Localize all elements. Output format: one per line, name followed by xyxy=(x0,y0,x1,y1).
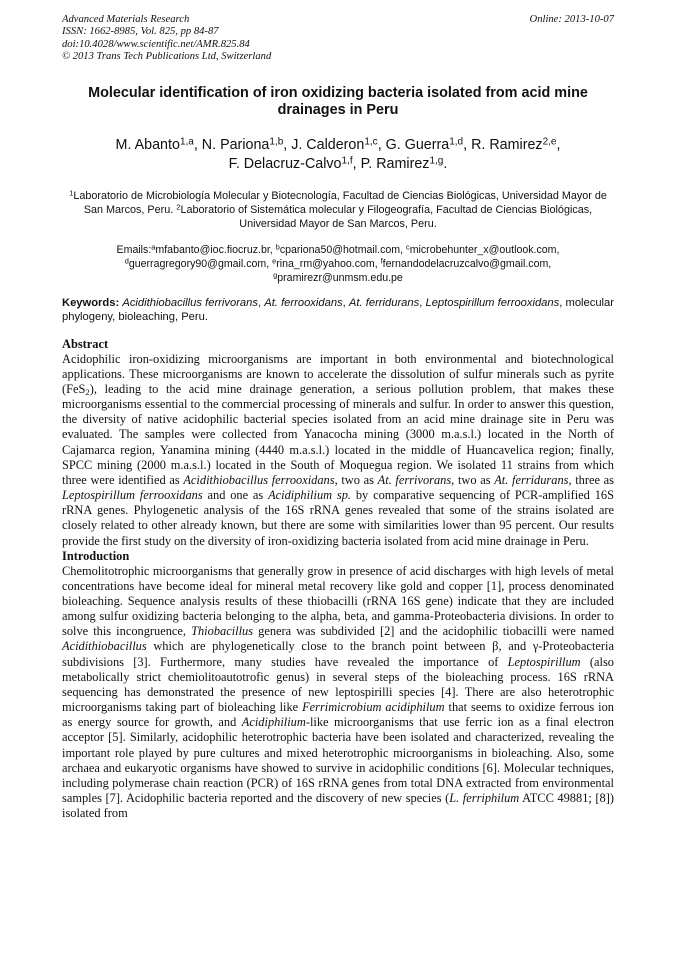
email-address[interactable]: pramirezr@unmsm.edu.pe xyxy=(277,271,403,284)
affiliation-1: Laboratorio de Microbiología Molecular y Biotecnología, Facultad de Ciencias Biológicas, Universidad Mayor de San Marcos, Peru. xyxy=(73,189,607,216)
keyword: At. ferridurans xyxy=(348,296,420,309)
introduction-text: Chemolitotrophic microorganisms that generally grow in presence of acid discharges with high levels of metal concentrations have become ideal for mineral metal recovery like gold and copper [1], process denominated bioleaching. Sequence analysis results of these thiobacilli (rRNA 16S gene) indicate that they are included among sulfur oxidizing bacteria belonging to the alpha, beta, and gamma-Proteobacteria divisions. In order to solve this incongruence, Thiobacillus genera was subdivided [2] and the acidophilic tiobacilli were named Acidithiobacillus which are phylogenetically close to the branch point between β, and γ-Proteobacteria subdivisions [3]. Furthermore, many studies have revealed the importance of Leptospirillum (also metabolically strict chemiolitoautotrofic genus) in several steps of the bioleaching process. 16S rRNA sequencing has demonstrated the presence of new leptospirilli species [4]. There are also heterotrophic microorganisms taking part of bioleaching like Ferrimicrobium acidiphilum that seems to oxidize ferrous ion as energy source for growth, and Acidiphilium-like microorganisms that use ferric ion as a final electron acceptor [5]. Similarly, acidophilic heterotrophic bacteria have been isolated and characterized, revealing the important role played by pure cultures and mixed heterotrophic microorganisms in bioleaching. Also, some archaea and eukaryotic organisms have showed to survive in acidophilic conditions [6]. Molecular techniques, including polymerase chain reaction (PCR) of 16S rRNA genes from total DNA extracted from environmental samples [7]. Acidophilic bacteria reported and the discovery of new species (L. ferriphilum ATCC 49881; [8]) isolated from xyxy=(62,563,615,821)
author: G. Guerra xyxy=(385,136,450,153)
abstract-heading: Abstract xyxy=(62,336,109,351)
issn-line: ISSN: 1662-8985, Vol. 825, pp 84-87 xyxy=(62,26,219,38)
email-address[interactable]: mfabanto@ioc.fiocruz.br xyxy=(155,243,270,256)
author: M. Abanto xyxy=(115,136,180,153)
author-affil-mark: 1,f xyxy=(341,155,353,167)
keywords-rest: , molecular phylogeny, bioleaching, Peru. xyxy=(62,296,614,324)
author: P. Ramirez xyxy=(360,155,430,172)
keyword: Leptospirillum ferrooxidans xyxy=(425,296,560,309)
abstract-text: Acidophilic iron-oxidizing microorganisms are important in both environmental and biotechnological applications. These microorganisms are known to accelerate the dissolution of sulfur minerals such as pyrite (FeS$_2$), leading to the acid mine drainage generation, a serious pollution problem, that makes these microorganisms essential to the commercial processing of minerals and sulfur. In order to answer this question, the diversity of native acidophilic bacterial species isolated from an acid mine drainage site in Peru was evaluated. The samples were collected from Yanacocha mining (3000 m.a.s.l.) located in the North of Cajamarca region, Yanamina mining (4440 m.a.s.l.) located in the middle of Huancavelica region; finally, SPCC mining (2000 m.a.s.l.) located in the South of Moquegua region. We isolated 11 strains from which three were identified as Acidithiobacillus ferrooxidans, two as At. ferrivorans, two as At. ferridurans, three as Leptospirillum ferrooxidans and one as Acidiphilium sp. by comparative sequencing of PCR-amplified 16S rRNA genes. Phylogenetic analysis of the 16S rRNA genes revealed that some of the strains isolated are closely related to other already known, but there are some with similarities lower than 95 percent. Our results provide the first study on the diversity of iron-oxidizing bacteria isolated from acid mine drainage in Peru. xyxy=(62,351,615,548)
email-list: Emails:$^a$mfabanto@ioc.fiocruz.br, $^b$cpariona50@hotmail.com, $^c$microbehunter_x@outlook.com, $^d$guerragregory90@gmail.com, $^e$rina_rm@yahoo.com, $^f$fernandodelacruzcalvo@gmail.com, $^g$pramirezr@unmsm.edu.pe xyxy=(116,242,560,284)
affiliations: $^1$Laboratorio de Microbiología Molecular y Biotecnología, Facultad de Ciencias Biológicas, Universidad Mayor de San Marcos, Peru. $^2$Laboratorio of Sistemática molecular y Filogeografía, Facultad de Ciencias Biológicas, Universidad Mayor de San Marcos, Peru. xyxy=(69,188,607,230)
doi-line[interactable]: doi:10.4028/www.scientific.net/AMR.825.84 xyxy=(62,38,250,50)
introduction-heading: Introduction xyxy=(62,548,130,563)
author-affil-mark: 1,d xyxy=(449,136,464,148)
email-address[interactable]: guerragregory90@gmail.com xyxy=(128,257,267,270)
email-address[interactable]: fernandodelacruzcalvo@gmail.com xyxy=(382,257,549,270)
author: R. Ramirez xyxy=(471,136,543,153)
keyword: At. ferrooxidans xyxy=(264,296,343,309)
email-address[interactable]: rina_rm@yahoo.com xyxy=(276,257,375,270)
keyword: Acidithiobacillus ferrivorans xyxy=(122,296,258,309)
affiliation-2: Laboratorio of Sistemática molecular y Filogeografía, Facultad de Ciencias Biológicas, Universidad Mayor de San Marcos, Peru. xyxy=(180,203,593,230)
author-affil-mark: 1,g xyxy=(429,155,444,167)
paper-page xyxy=(62,14,614,821)
author-affil-mark: 2,e xyxy=(542,136,557,148)
online-date: Online: 2013-10-07 xyxy=(529,14,614,25)
author-list: M. Abanto$^{1,a}$, N. Pariona$^{1,b}$, J. Calderon$^{1,c}$, G. Guerra$^{1,d}$, R. Ramirez$^{2,e}$, F. Delacruz-Calvo$^{1,f}$, P. Ramirez$^{1,g}$. xyxy=(115,136,561,172)
paper-title: Molecular identification of iron oxidizing bacteria isolated from acid mine drainages in Peru xyxy=(88,84,588,119)
email-address[interactable]: cpariona50@hotmail.com xyxy=(279,243,401,256)
keywords: Keywords: Acidithiobacillus ferrivorans, At. ferrooxidans, At. ferridurans, Leptospirillum ferrooxidans, molecular phylogeny, bioleaching, Peru. xyxy=(62,296,614,324)
author-affil-mark: 1,a xyxy=(179,136,194,148)
journal-name: Advanced Materials Research xyxy=(62,14,190,25)
journal-header xyxy=(62,14,614,64)
copyright-line: © 2013 Trans Tech Publications Ltd, Switzerland xyxy=(62,51,272,63)
author: F. Delacruz-Calvo xyxy=(228,155,342,172)
author: N. Pariona xyxy=(201,136,270,153)
email-address[interactable]: microbehunter_x@outlook.com xyxy=(409,243,557,256)
author-affil-mark: 1,c xyxy=(364,136,378,148)
keywords-label: Keywords: xyxy=(62,296,120,309)
emails-label: Emails: xyxy=(116,243,152,256)
author-affil-mark: 1,b xyxy=(269,136,284,148)
author: J. Calderon xyxy=(291,136,365,153)
